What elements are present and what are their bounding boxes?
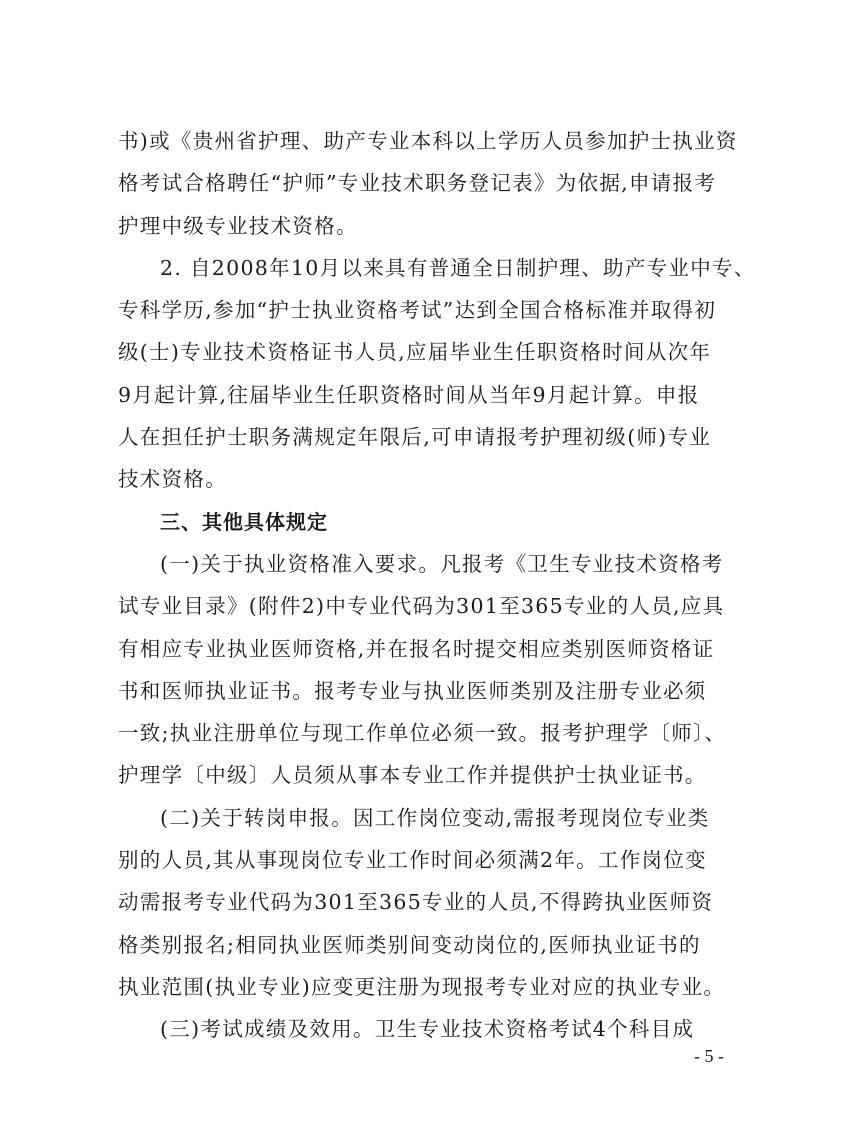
paragraph-requirement-3: [118, 1008, 730, 1050]
text-line: 别的人员,其从事现岗位专业工作时间必须满2年。工作岗位变: [118, 848, 707, 873]
text-line: 人在担任护士职务满规定年限后,可申请报考护理初级(师)专业: [118, 425, 712, 450]
text-line: (三)考试成绩及效用。卫生专业技术资格考试4个科目成: [160, 1017, 695, 1042]
section-heading: 三、其他具体规定: [160, 509, 328, 534]
text-line: 2. 自2008年10月以来具有普通全日制护理、助产专业中专、: [160, 255, 756, 280]
text-line: 书和医师执业证书。报考专业与执业医师类别及注册专业必须: [118, 678, 707, 703]
text-line: 格类别报名;相同执业医师类别间变动岗位的,医师执业证书的: [118, 932, 701, 957]
paragraph-item-2: [118, 247, 756, 501]
paragraph-requirement-2: [118, 797, 730, 1008]
text-line: 一致;执业注册单位与现工作单位必须一致。报考护理学〔师〕、: [118, 721, 727, 746]
text-line: 技术资格。: [118, 467, 227, 492]
text-line: 格考试合格聘任“护师”专业技术职务登记表》为依据,申请报考: [118, 171, 717, 196]
text-line: 护理中级专业技术资格。: [118, 213, 358, 238]
text-line: 执业范围(执业专业)应变更注册为现报考专业对应的执业专业。: [118, 974, 726, 999]
paragraph-requirement-1: [118, 543, 730, 797]
text-line: (二)关于转岗申报。因工作岗位变动,需报考现岗位专业类: [160, 805, 710, 830]
text-line: 9月起计算,往届毕业生任职资格时间从当年9月起计算。申报: [118, 382, 700, 407]
text-line: (一)关于执业资格准入要求。凡报考《卫生专业技术资格考: [160, 551, 724, 576]
text-line: 试专业目录》(附件2)中专业代码为301至365专业的人员,应具: [118, 594, 725, 619]
text-line: 专科学历,参加“护士执业资格考试”达到全国合格标准并取得初: [118, 298, 717, 323]
text-line: 书)或《贵州省护理、助产专业本科以上学历人员参加护士执业资: [118, 129, 738, 153]
page-number: - 5 -: [694, 1046, 724, 1066]
body-text: [118, 120, 756, 1051]
text-line: 护理学〔中级〕人员须从事本专业工作并提供护士执业证书。: [118, 763, 707, 788]
text-line: 有相应专业执业医师资格,并在报名时提交相应类别医师资格证: [118, 636, 715, 661]
paragraph-continuation: [118, 120, 738, 247]
text-line: 级(士)专业技术资格证书人员,应届毕业生任职资格时间从次年: [118, 340, 712, 365]
text-line: 动需报考专业代码为301至365专业的人员,不得跨执业医师资: [118, 890, 714, 915]
